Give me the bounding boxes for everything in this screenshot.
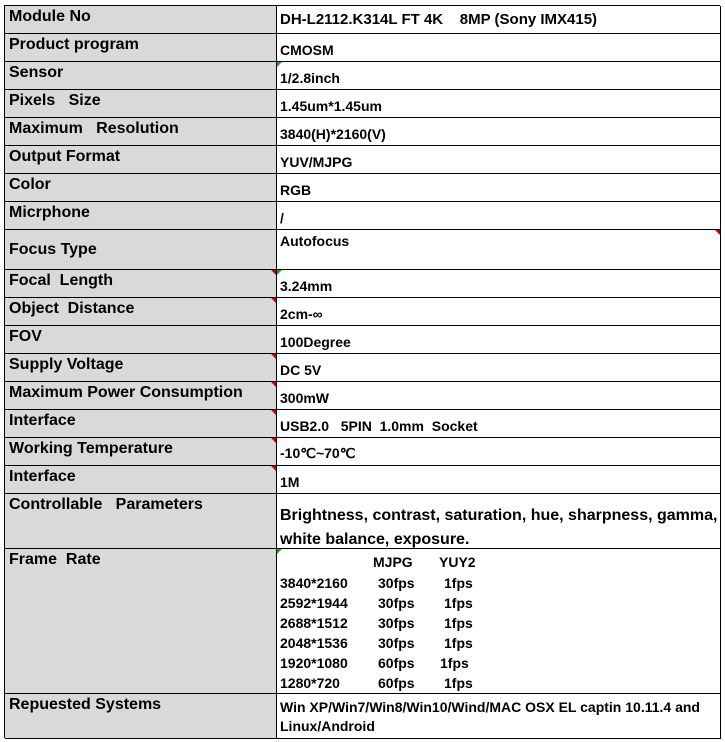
row-interface-2 (5, 466, 721, 494)
row-color (5, 174, 721, 202)
row-frame-rate (5, 549, 721, 694)
value-focal-length[interactable]: 3.24mm (277, 270, 721, 298)
label-output-format[interactable]: Output Format (5, 146, 277, 174)
label-microphone[interactable]: Micrphone (5, 202, 277, 230)
row-working-temperature (5, 438, 721, 466)
row-fov (5, 326, 721, 354)
frame-rate-resolution: 2688*1512 (280, 615, 348, 631)
value-max-resolution[interactable]: 3840(H)*2160(V) (277, 118, 721, 146)
row-interface-1 (5, 410, 721, 438)
frame-rate-yuy2: 1fps (444, 595, 473, 611)
frame-rate-header-mjpg: MJPG (373, 554, 413, 570)
label-pixels-size[interactable]: Pixels Size (5, 90, 277, 118)
label-requested-systems[interactable]: Repuested Systems (5, 694, 277, 739)
value-interface-2[interactable]: 1M (277, 466, 721, 494)
value-working-temperature[interactable]: -10℃~70℃ (277, 438, 721, 466)
frame-rate-header-yuy2: YUY2 (439, 554, 476, 570)
row-object-distance (5, 298, 721, 326)
frame-rate-mjpg: 60fps (378, 655, 415, 671)
label-sensor[interactable]: Sensor (5, 62, 277, 90)
row-controllable-parameters (5, 494, 721, 549)
spec-sheet (4, 5, 720, 738)
value-module-no[interactable]: DH-L2112.K314L FT 4K 8MP (Sony IMX415) (277, 6, 721, 34)
value-sensor[interactable]: 1/2.8inch (277, 62, 721, 90)
frame-rate-resolution: 2592*1944 (280, 595, 348, 611)
frame-rate-resolution: 1920*1080 (280, 655, 348, 671)
row-max-power (5, 382, 721, 410)
value-focus-type[interactable]: Autofocus (277, 230, 721, 270)
value-supply-voltage[interactable]: DC 5V (277, 354, 721, 382)
frame-rate-yuy2: 1fps (444, 615, 473, 631)
label-max-resolution[interactable]: Maximum Resolution (5, 118, 277, 146)
label-controllable-parameters[interactable]: Controllable Parameters (5, 494, 277, 549)
label-color[interactable]: Color (5, 174, 277, 202)
frame-rate-resolution: 3840*2160 (280, 575, 348, 591)
row-focal-length (5, 270, 721, 298)
row-sensor (5, 62, 721, 90)
frame-rate-mjpg: 30fps (378, 575, 415, 591)
value-max-power[interactable]: 300mW (277, 382, 721, 410)
row-supply-voltage (5, 354, 721, 382)
row-microphone (5, 202, 721, 230)
label-object-distance[interactable]: Object Distance (5, 298, 277, 326)
label-focal-length[interactable]: Focal Length (5, 270, 277, 298)
label-max-power[interactable]: Maximum Power Consumption (5, 382, 277, 410)
label-product-program[interactable]: Product program (5, 34, 277, 62)
label-supply-voltage[interactable]: Supply Voltage (5, 354, 277, 382)
frame-rate-yuy2: 1fps (444, 675, 473, 691)
value-color[interactable]: RGB (277, 174, 721, 202)
value-frame-rate[interactable] (277, 549, 721, 694)
label-module-no[interactable]: Module No (5, 6, 277, 34)
row-output-format (5, 146, 721, 174)
row-module-no (5, 6, 721, 34)
label-frame-rate[interactable]: Frame Rate (5, 549, 277, 694)
value-fov[interactable]: 100Degree (277, 326, 721, 354)
frame-rate-resolution: 2048*1536 (280, 635, 348, 651)
label-interface-1[interactable]: Interface (5, 410, 277, 438)
row-focus-type (5, 230, 721, 270)
row-max-resolution (5, 118, 721, 146)
frame-rate-mjpg: 60fps (378, 675, 415, 691)
frame-rate-resolution: 1280*720 (280, 675, 340, 691)
value-interface-1[interactable]: USB2.0 5PIN 1.0mm Socket (277, 410, 721, 438)
value-requested-systems[interactable]: Win XP/Win7/Win8/Win10/Wind/MAC OSX EL captin 10.11.4 and Linux/Android (277, 694, 721, 739)
frame-rate-mjpg: 30fps (378, 595, 415, 611)
frame-rate-row (280, 675, 473, 694)
row-requested-systems (5, 694, 721, 739)
label-working-temperature[interactable]: Working Temperature (5, 438, 277, 466)
value-output-format[interactable]: YUV/MJPG (277, 146, 721, 174)
value-pixels-size[interactable]: 1.45um*1.45um (277, 90, 721, 118)
frame-rate-mjpg: 30fps (378, 615, 415, 631)
value-product-program[interactable]: CMOSM (277, 34, 721, 62)
row-product-program (5, 34, 721, 62)
frame-rate-mjpg: 30fps (378, 635, 415, 651)
row-pixels-size (5, 90, 721, 118)
label-focus-type[interactable]: Focus Type (5, 230, 277, 270)
frame-rate-yuy2: 1fps (440, 655, 469, 671)
label-interface-2[interactable]: Interface (5, 466, 277, 494)
frame-rate-yuy2: 1fps (444, 575, 473, 591)
value-controllable-parameters[interactable]: Brightness, contrast, saturation, hue, sharpness, gamma, white balance, exposure. (277, 494, 721, 549)
label-fov[interactable]: FOV (5, 326, 277, 354)
value-object-distance[interactable]: 2cm-∞ (277, 298, 721, 326)
value-microphone[interactable]: / (277, 202, 721, 230)
frame-rate-yuy2: 1fps (444, 635, 473, 651)
